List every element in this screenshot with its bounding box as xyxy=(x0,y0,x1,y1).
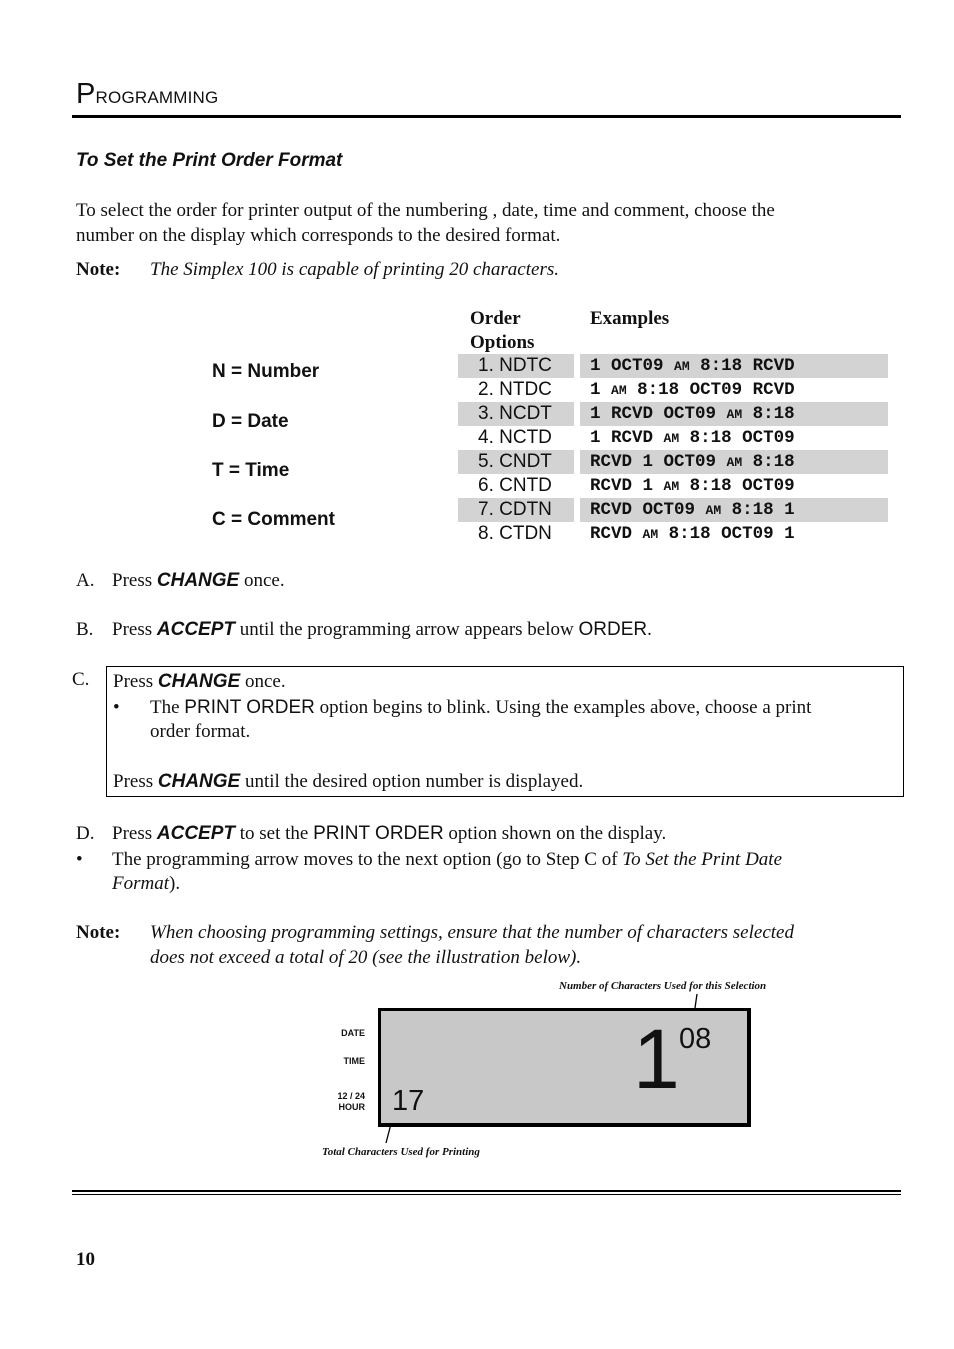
caption-total-characters: Total Characters Used for Printing xyxy=(322,1146,480,1158)
step-d-text: Press ACCEPT to set the PRINT ORDER option shown on the display. xyxy=(112,823,667,844)
legend-number: N = Number xyxy=(212,361,320,382)
step-c-marker: C. xyxy=(72,669,90,690)
order-option: 3. NCDT xyxy=(478,403,552,424)
caption-characters-used: Number of Characters Used for this Selection xyxy=(559,980,767,992)
order-example: RCVD AM 8:18 OCT09 1 xyxy=(590,524,795,544)
step-a-text: Press CHANGE once. xyxy=(112,570,285,591)
order-option: 8. CTDN xyxy=(478,523,552,544)
step-c-bullet-text: The PRINT ORDER option begins to blink. Using the examples above, choose a print xyxy=(150,697,812,718)
order-example: RCVD 1 OCT09 AM 8:18 xyxy=(590,452,795,472)
order-example: 1 RCVD OCT09 AM 8:18 xyxy=(590,404,795,424)
note-label: Note: xyxy=(76,259,121,280)
order-example: RCVD OCT09 AM 8:18 1 xyxy=(590,500,795,520)
order-option: 1. NDTC xyxy=(478,355,552,376)
order-example: RCVD 1 AM 8:18 OCT09 xyxy=(590,476,795,496)
order-option: 6. CNTD xyxy=(478,475,552,496)
accept-key-label: ACCEPT xyxy=(156,619,235,640)
step-c-line-3: Press CHANGE until the desired option number is displayed. xyxy=(113,771,584,792)
footer-rule xyxy=(72,1190,901,1192)
step-c-bullet: • xyxy=(113,697,120,718)
lcd-total: 17 xyxy=(392,1085,425,1117)
intro-line-2: number on the display which corresponds to the desired format. xyxy=(76,225,561,246)
section-heading: To Set the Print Order Format xyxy=(76,150,343,171)
step-c-bullet-text-2: order format. xyxy=(150,721,251,742)
order-option: 7. CDTN xyxy=(478,499,552,520)
note-label: Note: xyxy=(76,922,121,943)
note-text-line-1: When choosing programming settings, ensure that the number of characters selected xyxy=(150,922,794,943)
order-option: 5. CNDT xyxy=(478,451,552,472)
note-text-line-2: does not exceed a total of 20 (see the illustration below). xyxy=(150,947,582,968)
lcd-display xyxy=(378,1008,751,1127)
lcd-big-digit: 1 xyxy=(633,1012,680,1106)
step-b-marker: B. xyxy=(76,619,94,640)
order-option: 2. NTDC xyxy=(478,379,552,400)
step-c-line-1: Press CHANGE once. xyxy=(113,671,286,692)
lcd-label-time: TIME xyxy=(343,1056,365,1066)
section-rest: ROGRAMMING xyxy=(95,88,219,107)
table-header-options: Options xyxy=(470,332,535,353)
note-text: The Simplex 100 is capable of printing 20 characters. xyxy=(150,259,559,280)
step-d-bullet-text-2: Format). xyxy=(112,873,181,894)
section-initial: P xyxy=(76,78,96,110)
accept-key-label: ACCEPT xyxy=(156,823,235,844)
intro-line-1: To select the order for printer output of the numbering , date, time and comment, choose the xyxy=(76,200,775,221)
legend-comment: C = Comment xyxy=(212,509,335,530)
footer-rule-thin xyxy=(72,1194,901,1195)
lcd-label-date: DATE xyxy=(341,1028,365,1038)
lcd-char-count: 08 xyxy=(679,1023,712,1055)
table-header-examples: Examples xyxy=(590,308,670,329)
step-d-bullet-text: The programming arrow moves to the next option (go to Step C of To Set the Print Date xyxy=(112,849,783,870)
lcd-label-hour-format: 12 / 24 xyxy=(337,1091,365,1101)
change-key-label: CHANGE xyxy=(156,570,240,591)
order-example: 1 OCT09 AM 8:18 RCVD xyxy=(590,356,795,376)
lcd-label-hour: HOUR xyxy=(338,1102,365,1112)
order-example: 1 RCVD AM 8:18 OCT09 xyxy=(590,428,795,448)
legend-date: D = Date xyxy=(212,411,289,432)
change-key-label: CHANGE xyxy=(157,771,241,792)
step-d-bullet: • xyxy=(76,849,83,870)
order-example: 1 AM 8:18 OCT09 RCVD xyxy=(590,380,795,400)
page-number: 10 xyxy=(76,1249,95,1270)
order-option: 4. NCTD xyxy=(478,427,552,448)
legend-time: T = Time xyxy=(212,460,290,481)
change-key-label: CHANGE xyxy=(157,671,241,692)
step-b-text: Press ACCEPT until the programming arrow appears below ORDER. xyxy=(112,619,652,640)
table-header-order: Order xyxy=(470,308,521,329)
step-d-marker: D. xyxy=(76,823,95,844)
step-a-marker: A. xyxy=(76,570,95,591)
